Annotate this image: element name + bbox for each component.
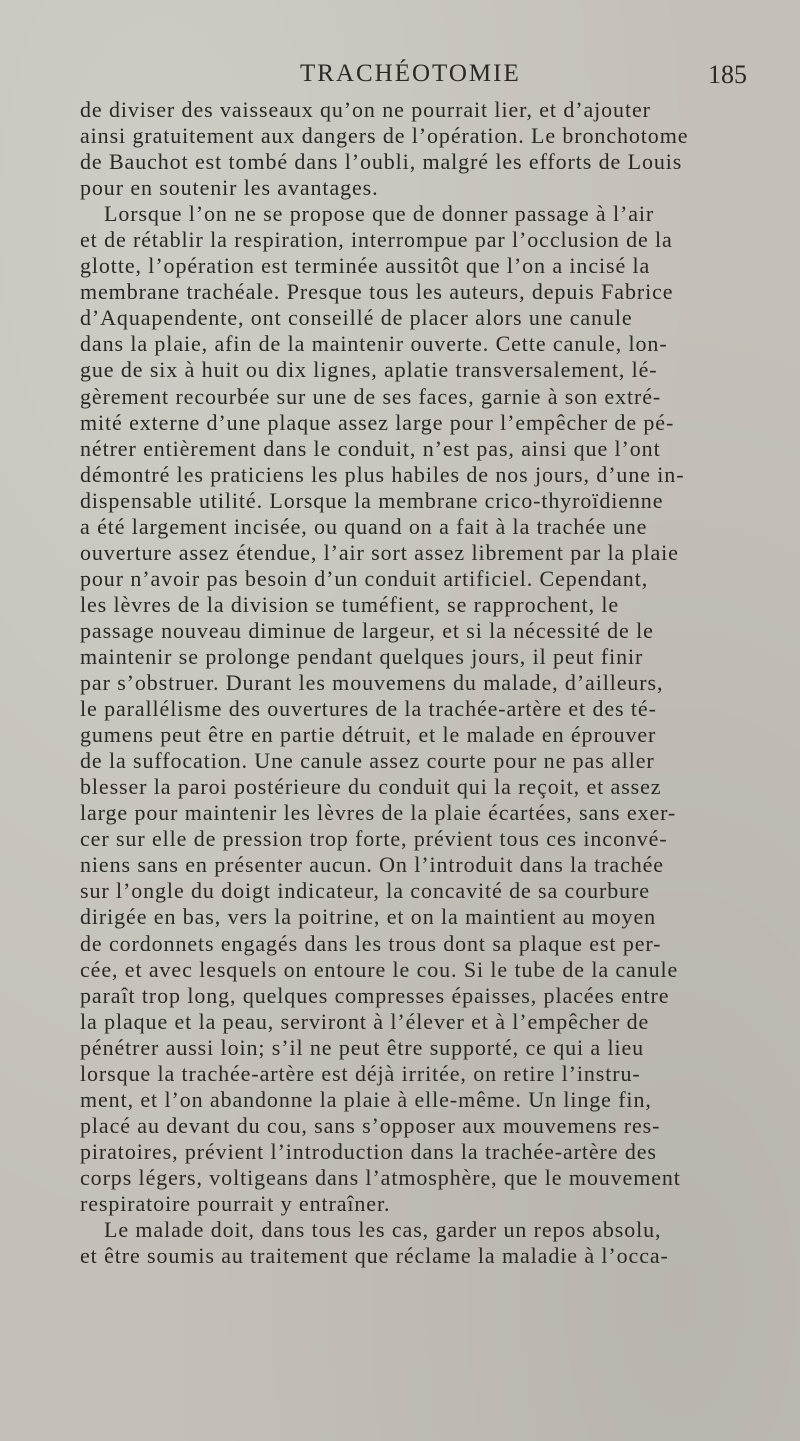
text-line: nétrer entièrement dans le conduit, n’est pas, ainsi que l’ont xyxy=(80,435,661,461)
text-line: Le malade doit, dans tous les cas, garder un repos absolu, xyxy=(104,1217,662,1243)
text-line: ainsi gratuitement aux dangers de l’opération. Le bronchotome xyxy=(80,123,689,149)
text-line: de la suffocation. Une canule assez courte pour ne pas aller xyxy=(80,748,655,774)
text-line: dispensable utilité. Lorsque la membrane crico-thyroïdienne xyxy=(80,487,664,513)
text-line: le parallélisme des ouvertures de la trachée-artère et des té- xyxy=(80,696,657,722)
text-line: Lorsque l’on ne se propose que de donner passage à l’air xyxy=(104,201,655,227)
text-line: corps légers, voltigeans dans l’atmosphère, que le mouvement xyxy=(80,1164,681,1190)
text-line: blesser la paroi postérieure du conduit qui la reçoit, et assez xyxy=(80,774,662,800)
text-line: de diviser des vaisseaux qu’on ne pourrait lier, et d’ajouter xyxy=(80,97,651,122)
body-text xyxy=(80,97,770,1269)
text-line: pour en soutenir les avantages. xyxy=(80,175,379,201)
text-line: placé au devant du cou, sans s’opposer aux mouvemens res- xyxy=(80,1112,661,1138)
text-line: par s’obstruer. Durant les mouvemens du malade, d’ailleurs, xyxy=(80,670,664,696)
text-line: lorsque la trachée-artère est déjà irritée, on retire l’instru- xyxy=(80,1060,641,1086)
text-line: cer sur elle de pression trop forte, prévient tous ces inconvé- xyxy=(80,826,668,852)
page-number: 185 xyxy=(708,60,747,89)
text-line: dans la plaie, afin de la maintenir ouverte. Cette canule, lon- xyxy=(80,331,668,357)
text-line: de cordonnets engagés dans les trous dont sa plaque est per- xyxy=(80,930,662,956)
text-line: gue de six à huit ou dix lignes, aplatie transversalement, lé- xyxy=(80,357,658,383)
text-line: passage nouveau diminue de largeur, et si la nécessité de le xyxy=(80,617,654,643)
text-line: glotte, l’opération est terminée aussitôt que l’on a incisé la xyxy=(80,253,651,279)
text-line: piratoires, prévient l’introduction dans la trachée-artère des xyxy=(80,1138,657,1164)
text-line: démontré les praticiens les plus habiles de nos jours, d’une in- xyxy=(80,461,685,487)
text-line: cée, et avec lesquels on entoure le cou. Si le tube de la canule xyxy=(80,956,679,982)
text-line: mité externe d’une plaque assez large pour l’empêcher de pé- xyxy=(80,409,675,435)
text-line: et de rétablir la respiration, interrompue par l’occlusion de la xyxy=(80,227,673,253)
text-line: et être soumis au traitement que réclame la maladie à l’occa- xyxy=(80,1243,669,1269)
text-line: gumens peut être en partie détruit, et le malade en éprouver xyxy=(80,722,657,748)
text-line: pénétrer aussi loin; s’il ne peut être supporté, ce qui a lieu xyxy=(80,1034,645,1060)
text-line: ouverture assez étendue, l’air sort assez librement par la plaie xyxy=(80,539,679,565)
text-line: pour n’avoir pas besoin d’un conduit artificiel. Cependant, xyxy=(80,565,649,591)
text-line: les lèvres de la division se tuméfient, se rapprochent, le xyxy=(80,591,620,617)
text-line: membrane trachéale. Presque tous les auteurs, depuis Fabrice xyxy=(80,279,674,305)
text-line: gèrement recourbée sur une de ses faces, garnie à son extré- xyxy=(80,383,662,409)
text-line: niens sans en présenter aucun. On l’introduit dans la trachée xyxy=(80,852,664,878)
text-line: ment, et l’on abandonne la plaie à elle-même. Un linge fin, xyxy=(80,1086,652,1112)
text-line: a été largement incisée, ou quand on a fait à la trachée une xyxy=(80,513,648,539)
text-line: dirigée en bas, vers la poitrine, et on la maintient au moyen xyxy=(80,904,657,930)
text-line: sur l’ongle du doigt indicateur, la concavité de sa courbure xyxy=(80,878,650,904)
text-line: la plaque et la peau, serviront à l’élever et à l’empêcher de xyxy=(80,1008,650,1034)
text-line: maintenir se prolonge pendant quelques jours, il peut finir xyxy=(80,643,644,669)
text-line: paraît trop long, quelques compresses épaisses, placées entre xyxy=(80,982,670,1008)
text-line: d’Aquapendente, ont conseillé de placer alors une canule xyxy=(80,305,633,331)
text-line: de Bauchot est tombé dans l’oubli, malgré les efforts de Louis xyxy=(80,149,683,175)
page-header xyxy=(0,60,800,96)
running-title: TRACHÉOTOMIE xyxy=(300,60,521,87)
text-line: large pour maintenir les lèvres de la plaie écartées, sans exer- xyxy=(80,800,677,826)
text-line: respiratoire pourrait y entraîner. xyxy=(80,1190,391,1216)
